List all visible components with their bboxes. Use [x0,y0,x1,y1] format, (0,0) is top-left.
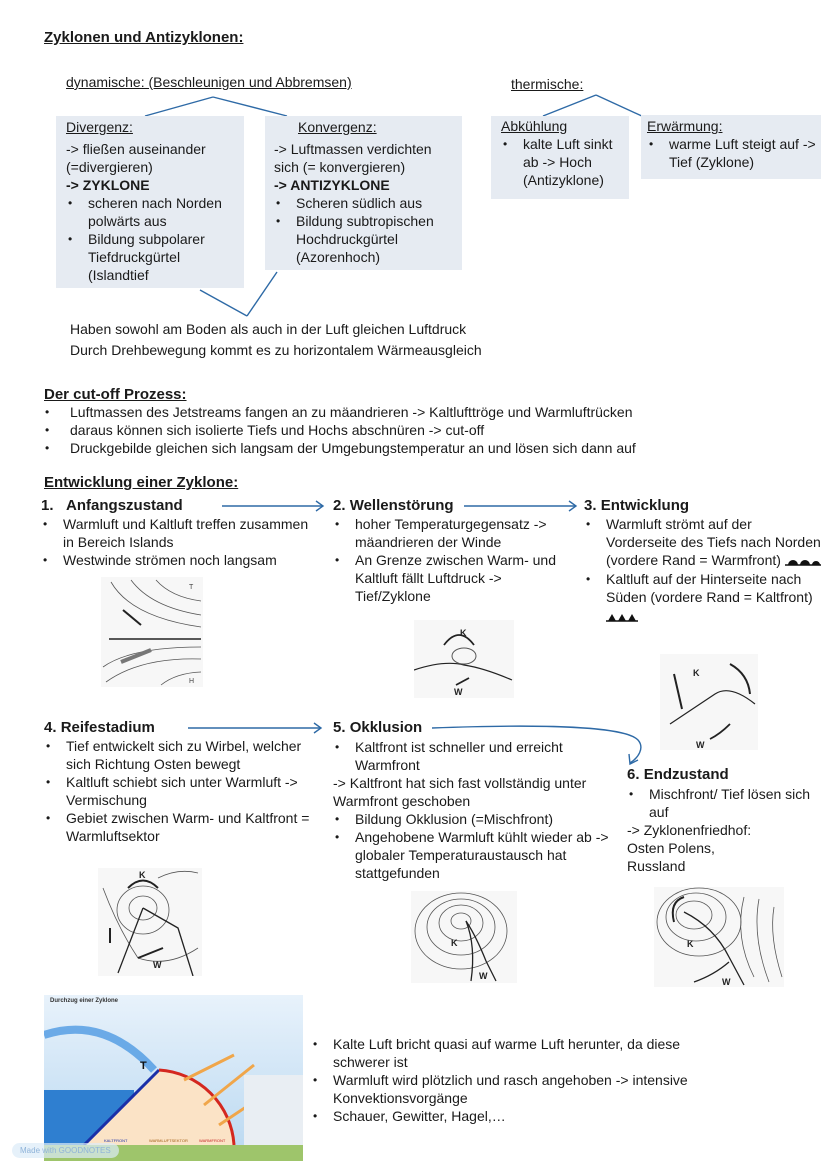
step-number: 4. [44,719,57,736]
list-item: • kalte Luft sinkt ab -> Hoch (Antizyklone) [501,135,629,189]
list-item: • Bildung subpolarer Tiefdruckgürtel (Islandtief [66,230,244,284]
sketch-label: W [479,971,488,981]
step-title: Reifestadium [60,719,155,736]
step-6 [627,766,817,875]
step-2 [333,497,573,605]
step-title: Endzustand [643,766,729,783]
list-item: • Luftmassen des Jetstreams fangen an zu mäandrieren -> Kaltlufttröge und Warmluftrücken [43,403,803,421]
image-label: WARMFRONT [199,1138,226,1143]
list-item: • Westwinde strömen noch langsam [41,551,321,569]
list-item: • Angehobene Warmluft kühlt wieder ab -> globaler Temperaturaustausch hat stattgefunden [333,828,613,882]
dynamic-heading: dynamische: (Beschleunigen und Abbremsen) [66,74,352,90]
list-item: • Kalte Luft bricht quasi auf warme Luft herunter, da diese schwerer ist [311,1035,731,1071]
step-1 [41,497,321,569]
list-item: • Warmluft und Kaltluft treffen zusammen in Bereich Islands [41,515,321,551]
step-title: Wellenstörung [349,497,454,514]
image-title: Durchzug einer Zyklone [50,998,119,1004]
image-label: WARMLUFTSEKTOR [149,1138,188,1143]
list-item: • Bildung Okklusion (=Mischfront) [333,810,613,828]
list-item: • hoher Temperaturgegensatz -> mäandrieren der Winde [333,515,573,551]
convergence-line: sich (= konvergieren) [274,159,406,175]
sketch-label: W [153,960,162,970]
sketch-label: K [451,938,458,948]
list-item: • Mischfront/ Tief lösen sich auf [627,785,817,821]
goodnotes-watermark: Made with GOODNOTES [12,1143,119,1158]
warm-front-symbol-icon [785,552,821,570]
sketch-label: W [722,977,731,987]
divergence-box [56,116,244,288]
development-title: Entwicklung einer Zyklone: [44,474,239,491]
divergence-title: Divergenz: [66,119,133,135]
passage-list [311,1035,731,1125]
cutoff-title: Der cut-off Prozess: [44,386,187,403]
list-item: • Druckgebilde gleichen sich langsam der Umgebungstemperatur an und lösen sich dann auf [43,439,803,457]
sketch-mature-stage [98,868,202,976]
list-item: • Warmluft wird plötzlich und rasch angehoben -> intensive Konvektionsvorgänge [311,1071,731,1107]
sketch-end-state [654,887,784,987]
list-item: • Scheren südlich aus [274,194,462,212]
step-title: Okklusion [349,719,423,736]
dynamic-notes [70,319,482,361]
step-number: 2. [333,497,346,514]
step-title: Anfangszustand [66,497,183,514]
sketch-label: K [693,668,700,678]
list-item: • scheren nach Norden polwärts aus [66,194,244,230]
list-item: • Bildung subtropischen Hochdruckgürtel (Azorenhoch) [274,212,462,266]
convergence-result: -> ANTIZYKLONE [274,177,390,193]
step-note: -> Zyklonenfriedhof: [627,822,752,838]
cyclone-passage-image [44,995,303,1161]
convergence-line: -> Luftmassen verdichten [274,141,432,157]
list-item: • Tief entwickelt sich zu Wirbel, welcher sich Richtung Osten bewegt [44,737,314,773]
step-number: 5. [333,719,346,736]
cooling-title: Abkühlung [501,118,568,134]
sketch-label: W [696,740,705,750]
sketch-label: T [189,584,194,591]
divergence-line: -> fließen auseinander [66,141,206,157]
step-number: 3. [584,497,597,514]
note-line: Haben sowohl am Boden als auch in der Luft gleichen Luftdruck [70,321,467,337]
sketch-label: K [687,939,694,949]
list-item: • Kaltluft auf der Hinterseite nach Süden (vordere Rand = Kaltfront) [584,570,824,625]
list-item: • Gebiet zwischen Warm- und Kaltfront = Warmluftsektor [44,809,314,845]
note-line: Durch Drehbewegung kommt es zu horizontalem Wärmeausgleich [70,342,482,358]
step-4 [44,719,314,845]
step-note: Russland [627,858,686,874]
list-item: • Kaltfront ist schneller und erreicht Warmfront [333,738,613,774]
step-number: 6. [627,766,640,783]
step-title: Entwicklung [600,497,690,514]
convergence-box [265,116,462,270]
sketch-development [660,654,758,750]
warming-title: Erwärmung: [647,118,723,134]
step-number: 1. [41,497,54,514]
warming-box [641,115,821,179]
step-note: -> Kaltfront hat sich fast vollständig unter Warmfront geschoben [333,775,587,809]
step-5 [333,719,613,882]
thermal-heading: thermische: [511,76,584,92]
divergence-result: -> ZYKLONE [66,177,150,193]
sketch-occlusion [411,891,517,983]
cutoff-list [43,403,803,457]
step-note: Osten Polens, [627,840,715,856]
sketch-label: H [189,678,195,685]
cold-front-symbol-icon [606,608,638,626]
cooling-box [491,116,629,199]
list-item: • Warmluft strömt auf der Vorderseite des Tiefs nach Norden (vordere Rand = Warmfront) [584,515,824,570]
list-item: • Schauer, Gewitter, Hagel,… [311,1107,731,1125]
sketch-label: K [460,628,467,638]
sketch-label: W [454,687,463,697]
image-label: KALTFRONT [104,1138,128,1143]
convergence-title: Konvergenz: [298,119,377,135]
sketch-label: K [139,870,146,880]
divergence-line: (=divergieren) [66,159,153,175]
list-item: • Kaltluft schiebt sich unter Warmluft -> Vermischung [44,773,314,809]
image-label: T [140,1060,147,1072]
list-item: • warme Luft steigt auf -> Tief (Zyklone) [647,135,821,171]
step-3 [584,497,824,626]
sketch-wave-disturbance [414,620,514,698]
sketch-initial-state [101,577,203,687]
page-title: Zyklonen und Antizyklonen: [44,29,244,46]
list-item: • daraus können sich isolierte Tiefs und Hochs abschnüren -> cut-off [43,421,803,439]
list-item: • An Grenze zwischen Warm- und Kaltluft fällt Luftdruck -> Tief/Zyklone [333,551,573,605]
